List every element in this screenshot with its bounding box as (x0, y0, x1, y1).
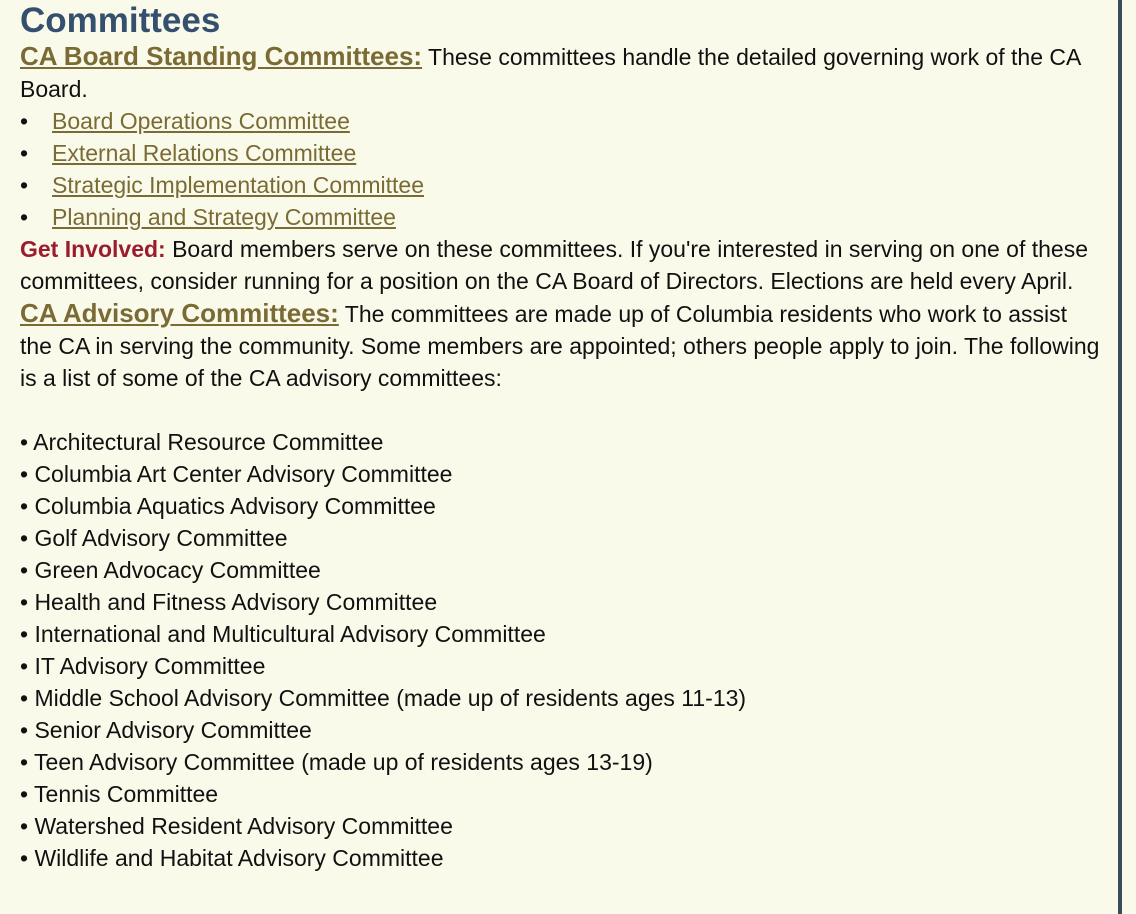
list-item (20, 137, 1100, 169)
standing-committees-link[interactable]: CA Board Standing Committees: (20, 41, 423, 71)
advisory-committee-item: • Senior Advisory Committee (20, 717, 312, 743)
advisory-committee-item: • Columbia Art Center Advisory Committee (20, 461, 453, 487)
advisory-committee-item: • IT Advisory Committee (20, 653, 266, 679)
get-involved-label: Get Involved: (20, 236, 166, 262)
main-content (20, 0, 1100, 874)
list-item (20, 105, 1100, 137)
advisory-committee-item: • Green Advocacy Committee (20, 557, 321, 583)
advisory-committee-item: • Golf Advisory Committee (20, 525, 288, 551)
get-involved-paragraph (20, 233, 1100, 297)
right-margin (1122, 0, 1136, 914)
advisory-committees-description: The committees are made up of Columbia residents who work to assist the CA in serving the community. Some members are appointed; others people apply to join. The following is a list of some of the CA advisory committees: (20, 301, 1100, 391)
paragraph-spacer (20, 394, 1100, 426)
advisory-committee-item: • Watershed Resident Advisory Committee (20, 813, 453, 839)
standing-committees-description: These committees handle the detailed governing work of the CA Board. (20, 44, 1081, 102)
standing-committees-intro (20, 40, 1100, 105)
advisory-committee-item: • Middle School Advisory Committee (made up of residents ages 11-13) (20, 685, 747, 711)
advisory-committees-list (20, 426, 1100, 874)
advisory-committee-item: • Tennis Committee (20, 781, 219, 807)
advisory-committees-link[interactable]: CA Advisory Committees: (20, 298, 339, 328)
advisory-committee-item: • Wildlife and Habitat Advisory Committee (20, 845, 444, 871)
get-involved-text: Board members serve on these committees. If you're interested in serving on one of these committees, consider running for a position on the CA Board of Directors. Elections are held every April. (20, 236, 1089, 294)
standing-committee-link-1[interactable]: External Relations Committee (52, 140, 357, 166)
advisory-committee-item: • International and Multicultural Advisory Committee (20, 621, 546, 647)
standing-committee-link-3[interactable]: Planning and Strategy Committee (52, 204, 396, 230)
list-item (20, 169, 1100, 201)
standing-committee-link-2[interactable]: Strategic Implementation Committee (52, 172, 424, 198)
advisory-committee-item: • Teen Advisory Committee (made up of residents ages 13-19) (20, 749, 653, 775)
advisory-committee-item: • Columbia Aquatics Advisory Committee (20, 493, 436, 519)
page-title: Committees (20, 1, 221, 40)
advisory-committee-item: • Health and Fitness Advisory Committee (20, 589, 438, 615)
advisory-committees-intro (20, 297, 1100, 394)
standing-committee-link-0[interactable]: Board Operations Committee (52, 108, 350, 134)
list-item (20, 201, 1100, 233)
advisory-committee-item: • Architectural Resource Committee (20, 429, 384, 455)
standing-committees-list (20, 105, 1100, 233)
